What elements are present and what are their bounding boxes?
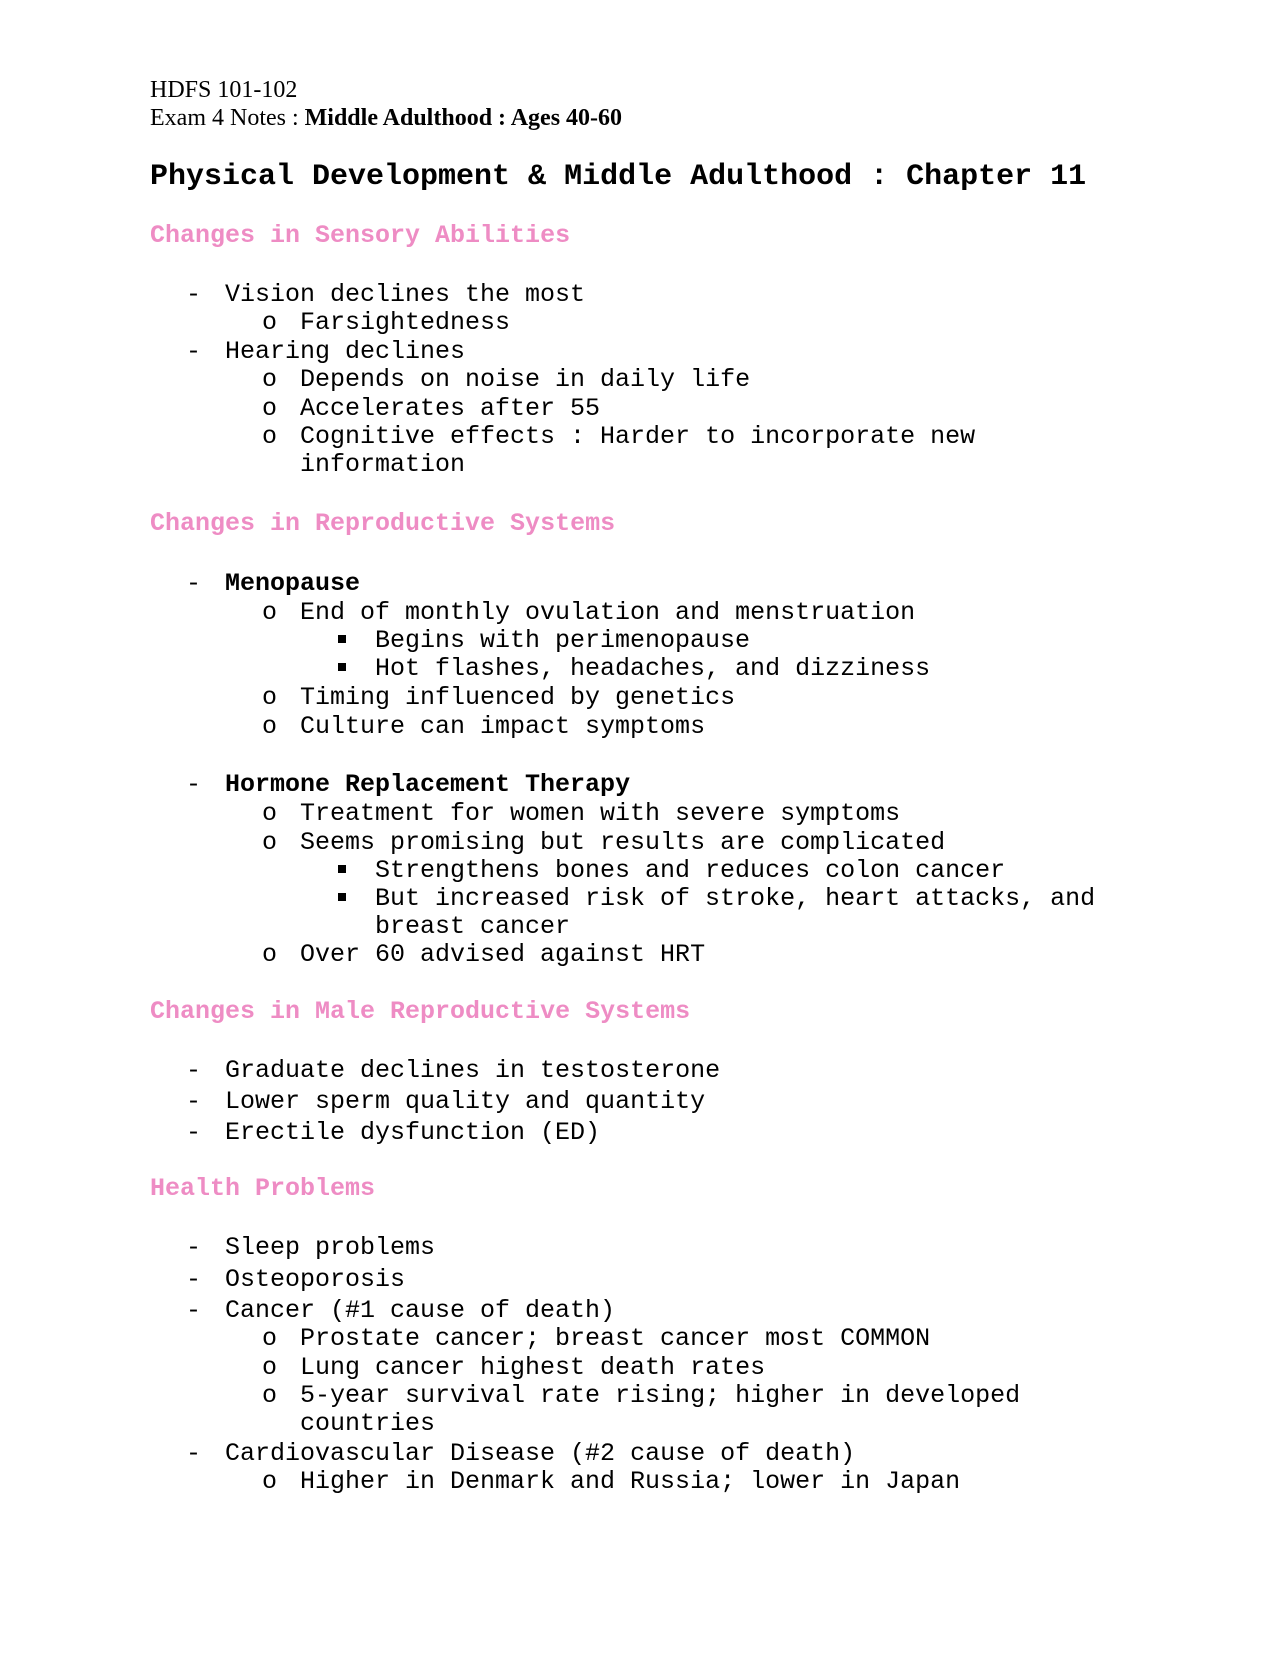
list-item: Graduate declines in testosterone bbox=[225, 1056, 721, 1085]
circle-marker: o bbox=[262, 828, 278, 857]
list-item: Hearing declines bbox=[225, 337, 466, 366]
circle-marker: o bbox=[262, 683, 278, 712]
dash-marker: - bbox=[186, 337, 202, 366]
section-heading-sensory: Changes in Sensory Abilities bbox=[150, 221, 571, 250]
exam-topic: Middle Adulthood : Ages 40-60 bbox=[304, 105, 623, 131]
list-item: 5-year survival rate rising; higher in developed bbox=[300, 1381, 1021, 1410]
circle-marker: o bbox=[262, 598, 278, 627]
list-item: Prostate cancer; breast cancer most COMMON bbox=[300, 1324, 931, 1353]
circle-marker: o bbox=[262, 712, 278, 741]
chapter-title: Physical Development & Middle Adulthood : Chapter 11 bbox=[150, 160, 1087, 194]
list-item-bold: Hormone Replacement Therapy bbox=[225, 770, 631, 799]
dash-marker: - bbox=[186, 1265, 202, 1294]
circle-marker: o bbox=[262, 1324, 278, 1353]
list-item: Over 60 advised against HRT bbox=[300, 940, 706, 969]
list-item: Lung cancer highest death rates bbox=[300, 1353, 766, 1382]
course-code: HDFS 101-102 bbox=[150, 77, 298, 103]
square-bullet-icon bbox=[338, 857, 346, 885]
list-item: Cancer (#1 cause of death) bbox=[225, 1296, 616, 1325]
square-bullet-icon bbox=[338, 655, 346, 683]
section-heading-reproductive: Changes in Reproductive Systems bbox=[150, 509, 616, 538]
dash-marker: - bbox=[186, 1087, 202, 1116]
list-item: End of monthly ovulation and menstruation bbox=[300, 598, 916, 627]
dash-marker: - bbox=[186, 770, 202, 799]
circle-marker: o bbox=[262, 1353, 278, 1382]
dash-marker: - bbox=[186, 280, 202, 309]
list-item: Cardiovascular Disease (#2 cause of death) bbox=[225, 1439, 856, 1468]
list-item: Strengthens bones and reduces colon cancer bbox=[375, 856, 1006, 885]
circle-marker: o bbox=[262, 365, 278, 394]
circle-marker: o bbox=[262, 940, 278, 969]
list-item-bold: Menopause bbox=[225, 569, 361, 598]
list-item: Erectile dysfunction (ED) bbox=[225, 1118, 601, 1147]
list-item: Seems promising but results are complicated bbox=[300, 828, 946, 857]
circle-marker: o bbox=[262, 394, 278, 423]
list-item: Osteoporosis bbox=[225, 1265, 406, 1294]
list-item: But increased risk of stroke, heart attacks, and bbox=[375, 884, 1096, 913]
circle-marker: o bbox=[262, 1381, 278, 1410]
list-item: Begins with perimenopause bbox=[375, 626, 751, 655]
list-item: Lower sperm quality and quantity bbox=[225, 1087, 706, 1116]
dash-marker: - bbox=[186, 1233, 202, 1262]
list-item: Sleep problems bbox=[225, 1233, 436, 1262]
circle-marker: o bbox=[262, 1467, 278, 1496]
list-item: Hot flashes, headaches, and dizziness bbox=[375, 654, 931, 683]
list-item: Depends on noise in daily life bbox=[300, 365, 751, 394]
list-item: Timing influenced by genetics bbox=[300, 683, 736, 712]
dash-marker: - bbox=[186, 1056, 202, 1085]
square-bullet-icon bbox=[338, 885, 346, 913]
list-item: Vision declines the most bbox=[225, 280, 586, 309]
section-heading-health: Health Problems bbox=[150, 1174, 376, 1203]
list-item-continuation: countries bbox=[300, 1409, 436, 1438]
section-heading-male: Changes in Male Reproductive Systems bbox=[150, 997, 691, 1026]
exam-prefix: Exam 4 Notes : bbox=[150, 105, 305, 131]
list-item: Accelerates after 55 bbox=[300, 394, 601, 423]
list-item: Cognitive effects : Harder to incorporate new bbox=[300, 422, 976, 451]
dash-marker: - bbox=[186, 569, 202, 598]
list-item: Treatment for women with severe symptoms bbox=[300, 799, 901, 828]
list-item: Farsightedness bbox=[300, 308, 511, 337]
list-item-continuation: breast cancer bbox=[375, 912, 571, 941]
dash-marker: - bbox=[186, 1296, 202, 1325]
list-item: Higher in Denmark and Russia; lower in Japan bbox=[300, 1467, 961, 1496]
dash-marker: - bbox=[186, 1439, 202, 1468]
dash-marker: - bbox=[186, 1118, 202, 1147]
circle-marker: o bbox=[262, 799, 278, 828]
list-item-continuation: information bbox=[300, 450, 466, 479]
circle-marker: o bbox=[262, 308, 278, 337]
exam-line bbox=[150, 104, 622, 132]
square-bullet-icon bbox=[338, 627, 346, 655]
list-item: Culture can impact symptoms bbox=[300, 712, 706, 741]
circle-marker: o bbox=[262, 422, 278, 451]
